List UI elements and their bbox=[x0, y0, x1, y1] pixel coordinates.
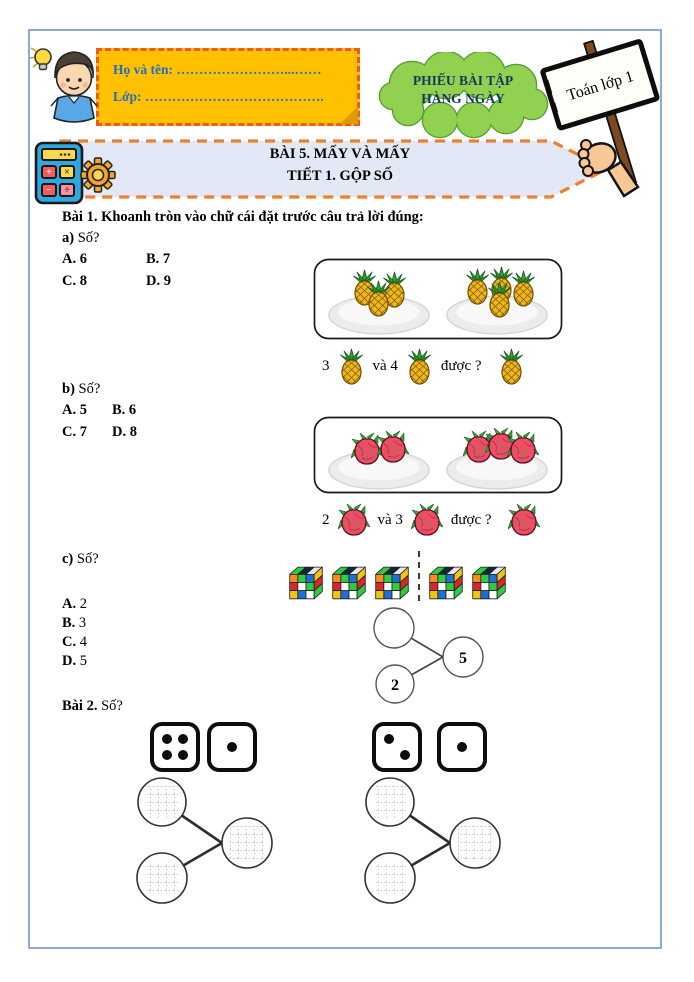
part-b-label: b) Số? bbox=[62, 381, 101, 397]
cubes-right-group bbox=[427, 564, 508, 601]
pineapple-icon bbox=[498, 348, 525, 385]
part-c-label: c) Số? bbox=[62, 551, 99, 567]
part-b-option-B: B. 6 bbox=[112, 402, 137, 418]
rubik-cube-icon bbox=[427, 564, 465, 601]
grade-sign-text: Toán lớp 1 bbox=[565, 68, 636, 105]
number-bond-1 bbox=[126, 770, 291, 913]
badge-line2: HÀNG NGÀY bbox=[421, 91, 505, 106]
cubes-left-group bbox=[287, 564, 411, 601]
grade-sign bbox=[538, 30, 674, 210]
die-two bbox=[372, 722, 422, 772]
number-bond-2 bbox=[354, 770, 519, 913]
die-four bbox=[150, 722, 200, 772]
rubik-cubes-figure bbox=[287, 551, 508, 601]
bond-total-value: 5 bbox=[459, 650, 467, 667]
page-curl bbox=[340, 106, 358, 124]
part-a-option-B: B. 7 bbox=[146, 251, 171, 267]
badge-title bbox=[382, 72, 544, 108]
badge-line1: PHIẾU BÀI TẬP bbox=[412, 73, 514, 88]
svg-text:+: + bbox=[46, 167, 52, 178]
part-b-caption: 2 và 3 được ? bbox=[322, 498, 540, 542]
exercise1-number: Bài 1. bbox=[62, 209, 98, 225]
dashed-divider bbox=[418, 551, 420, 601]
bond-bottom-value: 2 bbox=[391, 677, 399, 694]
part-a-label: a) Số? bbox=[62, 230, 100, 246]
part-b-option-D: D. 8 bbox=[112, 424, 137, 440]
lesson-title-line2: TIẾT 1. GỘP SỐ bbox=[286, 168, 394, 184]
exercise2-heading: Bài 2. Số? bbox=[62, 698, 123, 714]
dragon-fruit-icon bbox=[508, 503, 540, 537]
pineapple-plates-figure bbox=[313, 258, 563, 345]
exercise1-heading bbox=[62, 209, 424, 226]
rubik-cube-icon bbox=[330, 564, 368, 601]
name-field-label: Họ và tên: ……………………...…… bbox=[113, 62, 322, 77]
rubik-cube-icon bbox=[373, 564, 411, 601]
calculator-icon bbox=[32, 140, 122, 208]
rubik-cube-icon bbox=[287, 564, 325, 601]
exercise1-instruction: Khoanh tròn vào chữ cái đặt trước câu trả lời đúng: bbox=[101, 209, 424, 225]
part-c-option-C: C. 4 bbox=[62, 634, 87, 650]
bond-top-circle bbox=[374, 608, 414, 648]
class-field-label: Lớp: …………………………………. bbox=[113, 89, 324, 104]
svg-text:−: − bbox=[46, 185, 52, 196]
die-one bbox=[207, 722, 257, 772]
gear-icon bbox=[81, 158, 115, 192]
part-b-option-C: C. 7 bbox=[62, 424, 87, 440]
plate-icon bbox=[329, 451, 429, 489]
svg-text:÷: ÷ bbox=[64, 185, 70, 196]
part-a-option-A: A. 6 bbox=[62, 251, 87, 267]
part-c-option-D: D. 5 bbox=[62, 653, 87, 669]
student-mascot-icon bbox=[28, 42, 116, 136]
rubik-cube-icon bbox=[470, 564, 508, 601]
pineapple-icon bbox=[338, 348, 365, 385]
die-one bbox=[437, 722, 487, 772]
dragon-fruit-plates-figure bbox=[313, 416, 563, 499]
part-a-caption: 3 và 4 được ? bbox=[322, 344, 525, 388]
dragon-fruit-icon bbox=[338, 503, 370, 537]
student-info-box bbox=[96, 48, 360, 126]
lesson-title-line1: BÀI 5. MẤY VÀ MẤY bbox=[269, 146, 411, 162]
part-c-option-A: A. 2 bbox=[62, 596, 87, 612]
lightbulb-icon bbox=[30, 48, 51, 70]
number-bond-part-c bbox=[368, 602, 488, 715]
part-a-option-C: C. 8 bbox=[62, 273, 87, 289]
svg-text:×: × bbox=[64, 167, 70, 178]
part-b-option-A: A. 5 bbox=[62, 402, 87, 418]
part-a-option-D: D. 9 bbox=[146, 273, 171, 289]
pineapple-icon bbox=[406, 348, 433, 385]
part-c-option-B: B. 3 bbox=[62, 615, 87, 631]
dragon-fruit-icon bbox=[411, 503, 443, 537]
lesson-title bbox=[80, 143, 600, 187]
